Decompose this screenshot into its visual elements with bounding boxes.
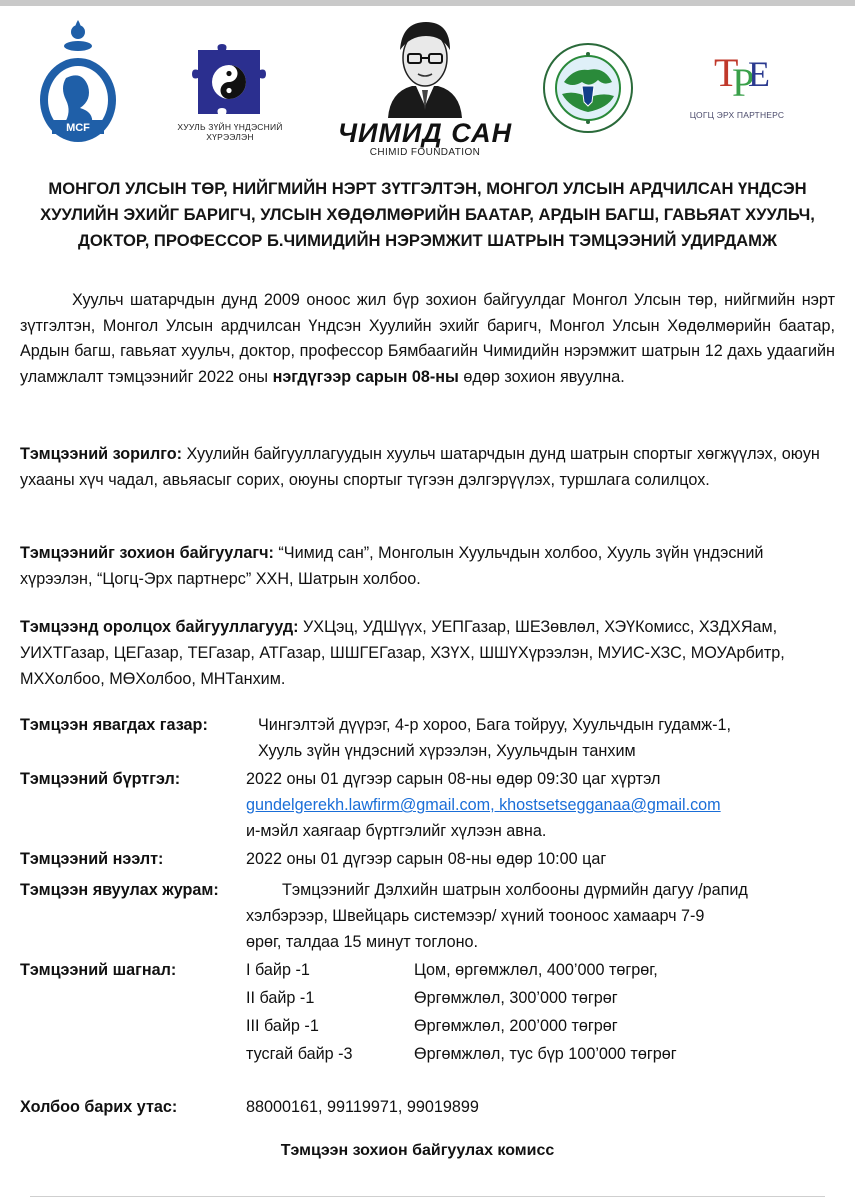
prize-reward-4: Өргөмжлөл, тус бүр 100’000 төгрөг bbox=[414, 1045, 677, 1063]
svg-text:MCF: MCF bbox=[66, 122, 90, 134]
prize-place-4: тусгай байр -3 bbox=[246, 1045, 353, 1063]
goal-label: Тэмцээний зорилго: bbox=[20, 445, 183, 463]
rules-line-1: Тэмцээнийг Дэлхийн шатрын холбооны дүрмийн дагуу /рапид bbox=[282, 881, 748, 899]
organizer-section bbox=[20, 540, 835, 592]
organizing-committee: Тэмцээн зохион байгуулах комисс bbox=[280, 1142, 555, 1159]
portrait-icon bbox=[330, 14, 520, 118]
participants-section bbox=[20, 614, 835, 692]
svg-text:E: E bbox=[748, 54, 770, 94]
organizer-label: Тэмцээнийг зохион байгуулагч: bbox=[20, 544, 274, 562]
prize-place-2: II байр -1 bbox=[246, 989, 315, 1007]
svg-text:P: P bbox=[732, 60, 755, 105]
participants-text: УХЦэц, УДШүүх, УЕПГазар, ШЕЗөвлөл, ХЭҮКомисс, ХЗДХЯам, УИХТГазар, ЦЕГазар, ТЕГазар, АТГазар, ШШГЕГазар, ХЗҮХ, ШШҮХүрээлэн, МУИС-ХЗС, МОУАрбитр, МХХолбоо, МӨХолбоо, МНТанхим. bbox=[20, 618, 785, 688]
venue-line-2: Хууль зүйн үндэсний хүрээлэн, Хуульчдын танхим bbox=[258, 742, 636, 760]
opening-value: 2022 оны 01 дүгээр сарын 08-ны өдөр 10:00 цаг bbox=[246, 850, 607, 868]
organizer-text: “Чимид сан”, Монголын Хуульчдын холбоо, Хууль зүйн үндэсний хүрээлэн, “Цогц-Эрх партнерс” ХХН, Шатрын холбоо. bbox=[20, 544, 764, 588]
bar-association-logo bbox=[542, 42, 634, 134]
mcf-emblem-icon bbox=[36, 16, 120, 144]
chimid-foundation-logo bbox=[330, 14, 520, 160]
venue-label: Тэмцээн явагдах газар: bbox=[20, 716, 208, 734]
prize-reward-1: Цом, өргөмжлөл, 400’000 төгрөг, bbox=[414, 961, 658, 979]
registration-line-3: и-мэйл хаягаар бүртгэлийг хүлээн авна. bbox=[246, 822, 547, 840]
prize-reward-3: Өргөмжлөл, 200’000 төгрөг bbox=[414, 1017, 618, 1035]
rules-line-2: хэлбэрээр, Швейцарь системээр/ хүний тооноос хамаарч 7-9 bbox=[246, 907, 705, 925]
opening-label: Тэмцээний нээлт: bbox=[20, 850, 164, 868]
bottom-divider bbox=[30, 1196, 825, 1197]
venue-line-1: Чингэлтэй дүүрэг, 4-р хороо, Бага тойруу, Хуульчдын гудамж-1, bbox=[258, 716, 731, 734]
top-edge-bar bbox=[0, 0, 855, 6]
prize-place-1: I байр -1 bbox=[246, 961, 310, 979]
document-title: МОНГОЛ УЛСЫН ТӨР, НИЙГМИЙН НЭРТ ЗҮТГЭЛТЭН, МОНГОЛ УЛСЫН АРДЧИЛСАН ҮНДСЭН ХУУЛИЙН ЭХИЙГ БАРИГЧ, УЛСЫН ХӨДӨЛМӨРИЙН БААТАР, АРДЫН БАГШ, ГАВЬЯАТ ХУУЛЬЧ, ДОКТОР, ПРОФЕССОР Б.ЧИМИДИЙН НЭРЭМЖИТ ШАТРЫН ТЭМЦЭЭНИЙ УДИРДАМЖ bbox=[40, 179, 815, 250]
contact-label: Холбоо барих утас: bbox=[20, 1098, 178, 1116]
goal-section bbox=[20, 441, 835, 493]
law-institute-caption: ХУУЛЬ ЗҮЙН ҮНДЭСНИЙ ХҮРЭЭЛЭН bbox=[177, 122, 283, 142]
email-link-1[interactable]: gundelgerekh.lawfirm@gmail.com bbox=[246, 796, 491, 814]
chimid-foundation-subtitle: CHIMID FOUNDATION bbox=[369, 147, 481, 158]
prize-reward-2: Өргөмжлөл, 300’000 төгрөг bbox=[414, 989, 618, 1007]
intro-paragraph: Хуульч шатарчдын дунд 2009 оноос жил бүр зохион байгуулдаг Монгол Улсын төр, нийгмийн нэрт зүтгэлтэн, Монгол Улсын ардчилсан Үндсэн Хуулийн эхийг баригч, Монгол Улсын Хөдөлмөрийн баатар, Ардын багш, гавьяат хуульч, доктор, профессор Бямбаагийн Чимидийн нэрэмжит шатрын 12 дахь удаагийн уламжлалт тэмцээнийг 2022 оны нэгдүгээр сарын 08-ны өдөр зохион явуулна. bbox=[20, 291, 835, 386]
tpe-monogram-icon bbox=[676, 46, 798, 108]
contact-phones: 88000161, 99119971, 99019899 bbox=[246, 1098, 479, 1116]
tsogts-erkh-caption: ЦОГЦ ЭРХ ПАРТНЕРС bbox=[689, 110, 785, 120]
prizes-label: Тэмцээний шагнал: bbox=[20, 961, 177, 979]
prize-place-3: III байр -1 bbox=[246, 1017, 319, 1035]
rules-line-3: өрөг, талдаа 15 минут тоглоно. bbox=[246, 933, 479, 951]
mcf-logo bbox=[36, 16, 120, 144]
email-separator: , bbox=[490, 796, 500, 814]
rules-label: Тэмцээн явуулах журам: bbox=[20, 881, 219, 899]
svg-text:T: T bbox=[714, 50, 739, 95]
goal-text: Хуулийн байгууллагуудын хуульч шатарчдын дунд шатрын спортыг хөгжүүлэх, оюун ухааны хүч чадал, авьяасыг сорих, оюуны спортыг түгээн дэлгэрүүлэх, туршлага солилцох. bbox=[20, 445, 820, 489]
participants-label: Тэмцээнд оролцох байгууллагууд: bbox=[20, 618, 299, 636]
registration-label: Тэмцээний бүртгэл: bbox=[20, 770, 181, 788]
yin-yang-puzzle-icon bbox=[160, 44, 300, 120]
globe-emblem-icon bbox=[542, 42, 634, 134]
registration-line-1: 2022 оны 01 дүгээр сарын 08-ны өдөр 09:30 цаг хүртэл bbox=[246, 770, 661, 788]
chimid-foundation-name: ЧИМИД САН bbox=[337, 118, 513, 148]
law-institute-logo bbox=[160, 44, 300, 140]
email-link-2[interactable]: khostsetsegganaa@gmail.com bbox=[499, 796, 721, 814]
tsogts-erkh-logo bbox=[676, 46, 798, 132]
